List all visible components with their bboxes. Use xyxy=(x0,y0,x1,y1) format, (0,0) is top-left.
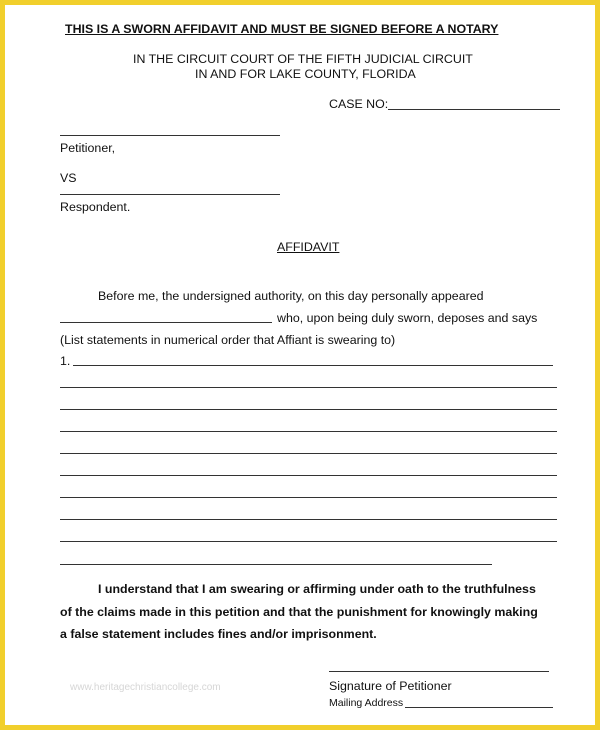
statement-number-1: 1. xyxy=(60,354,71,368)
affidavit-intro-line2: who, upon being duly sworn, deposes and says xyxy=(277,311,538,325)
oath-statement-line3: a false statement includes fines and/or imprisonment. xyxy=(60,627,377,641)
affiant-name-field[interactable] xyxy=(60,322,272,323)
statement-line[interactable] xyxy=(60,431,557,432)
respondent-label: Respondent. xyxy=(60,200,131,214)
affidavit-intro-line1: Before me, the undersigned authority, on this day personally appeared xyxy=(98,289,484,303)
court-name-line2: IN AND FOR LAKE COUNTY, FLORIDA xyxy=(195,67,416,81)
signature-field[interactable] xyxy=(329,671,549,672)
statement-line[interactable] xyxy=(60,475,557,476)
statement-line[interactable] xyxy=(60,541,557,542)
versus-label: VS xyxy=(60,171,77,185)
statement-line[interactable] xyxy=(60,564,492,565)
statement-line[interactable] xyxy=(60,519,557,520)
signature-label: Signature of Petitioner xyxy=(329,679,452,693)
mailing-address-field[interactable] xyxy=(405,707,553,708)
statement-line[interactable] xyxy=(60,497,557,498)
statement-line[interactable] xyxy=(73,365,553,366)
affidavit-title: AFFIDAVIT xyxy=(277,240,340,254)
statement-line[interactable] xyxy=(60,387,557,388)
court-name-line1: IN THE CIRCUIT COURT OF THE FIFTH JUDICIAL CIRCUIT xyxy=(133,52,473,66)
statement-line[interactable] xyxy=(60,453,557,454)
sworn-affidavit-notice: THIS IS A SWORN AFFIDAVIT AND MUST BE SIGNED BEFORE A NOTARY xyxy=(65,22,499,36)
case-number-label: CASE NO: xyxy=(329,97,389,111)
oath-statement-line1: I understand that I am swearing or affirming under oath to the truthfulness xyxy=(98,582,536,596)
mailing-address-label: Mailing Address xyxy=(329,697,404,709)
respondent-name-field[interactable] xyxy=(60,194,280,195)
case-number-field[interactable] xyxy=(388,109,560,110)
oath-statement-line2: of the claims made in this petition and that the punishment for knowingly making xyxy=(60,605,538,619)
petitioner-name-field[interactable] xyxy=(60,135,280,136)
website-watermark: www.heritagechristiancollege.com xyxy=(70,682,221,693)
statement-line[interactable] xyxy=(60,409,557,410)
petitioner-label: Petitioner, xyxy=(60,141,116,155)
statement-instructions: (List statements in numerical order that Affiant is swearing to) xyxy=(60,333,396,347)
